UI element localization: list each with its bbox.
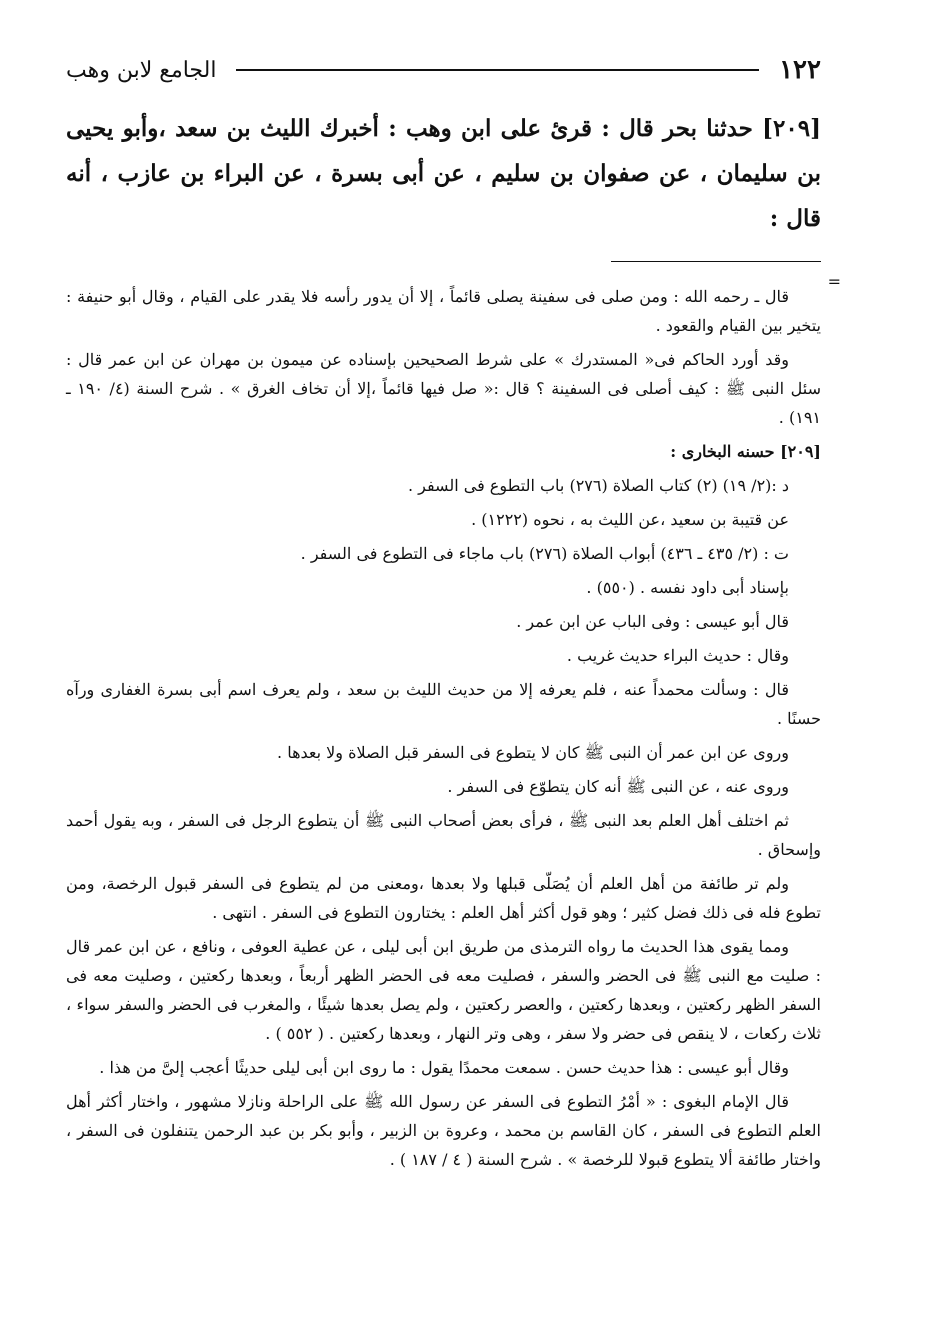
footnote-paragraph: وقال أبو عيسى : هذا حديث حسن . سمعت محمدًا يقول : ما روى ابن أبى ليلى حديثًا أعجب إلىَّ من هذا . (99, 1058, 789, 1077)
footnote-paragraph: وروى عنه ، عن النبى ﷺ أنه كان يتطوّع فى السفر . (447, 777, 789, 796)
running-title: الجامع لابن وهب (66, 57, 217, 83)
footnote-separator (611, 261, 821, 262)
book-page (66, 52, 841, 1179)
footnote-heading: [٢٠٩] حسنه البخارى : (670, 442, 821, 461)
footnote-paragraph: قال ـ رحمه الله : ومن صلى فى سفينة يصلى قائماً ، إلا أن يدور رأسه فلا يقدر على القيام ، وقال أبو حنيفة : يتخير بين القيام والقعود . (66, 287, 821, 335)
header-rule (236, 69, 759, 71)
footnote-paragraph: قال أبو عيسى : وفى الباب عن ابن عمر . (516, 612, 789, 631)
footnote-paragraph: قال الإمام البغوى : « أمْرُ التطوع فى السفر عن رسول الله ﷺ على الراحلة ونازلا مشهور ، واختار أكثر أهل العلم التطوع فى السفر ، كان القاسم بن محمد ، وعروة بن الزبير ، وأبو بكر بن عبد الرحمن يتنفلون فى السفر ، واختار طائفة ألا يتطوع قبولا للرخصة » . شرح السنة ( ٤ / ١٨٧ ) . (66, 1092, 821, 1169)
footnote-paragraph: وروى عن ابن عمر أن النبى ﷺ كان لا يتطوع فى السفر قبل الصلاة ولا بعدها . (277, 743, 789, 762)
hadith-text: حدثنا بحر قال : قرئ على ابن وهب : أخبرك الليث بن سعد ،وأبو يحيى بن سليمان ، عن صفوان بن سليم ، عن أبى بسرة ، عن البراء بن عازب ، أنه قال : (66, 115, 821, 232)
footnote-paragraph: وقال : حديث البراء حديث غريب . (566, 646, 789, 665)
hadith-number: [٢٠٩] (762, 115, 821, 142)
page-number: ١٢٢ (779, 55, 821, 85)
footnotes (66, 282, 821, 1174)
footnote-paragraph: ثم اختلف أهل العلم بعد النبى ﷺ ، فرأى بعض أصحاب النبى ﷺ أن يتطوع الرجل فى السفر ، وبه يقول أحمد وإسحاق . (66, 811, 821, 859)
footnote-paragraph: ت : (٢/ ٤٣٥ ـ ٤٣٦) أبواب الصلاة (٢٧٦) باب ماجاء فى التطوع فى السفر . (300, 544, 789, 563)
footnote-paragraph: قال : وسألت محمداً عنه ، فلم يعرفه إلا من حديث الليث بن سعد ، ولم يعرف اسم أبى بسرة الغفارى ورآه حسنًا . (66, 680, 821, 728)
footnote-paragraph: بإسناد أبى داود نفسه . (٥٥٠) . (586, 578, 789, 597)
footnote-paragraph: ولم تر طائفة من أهل العلم أن يُصَلّى قبلها ولا بعدها ،ومعنى من لم يتطوع فى السفر قبول الرخصة، ومن تطوع فله فى ذلك فضل كثير ؛ وهو قول أكثر أهل العلم : يختارون التطوع فى السفر . انتهى . (66, 874, 821, 922)
footnote-paragraph: عن قتيبة بن سعيد ،عن الليث به ، نحوه (١٢٢٢) . (471, 510, 789, 529)
footnote-paragraph: ومما يقوى هذا الحديث ما رواه الترمذى من طريق ابن أبى ليلى ، عن عطية العوفى ، ونافع ، عن ابن عمر قال : صليت مع النبى ﷺ فى الحضر والسفر ، فصليت معه فى الحضر الظهر أربعاً ، وبعدها ركعتين ، وصليت معه فى السفر الظهر ركعتين ، وبعدها ركعتين ، والعصر ركعتين ، ولم يصل بعدها شيئًا ، والمغرب فى الحضر والسفر سواء ، ثلاث ركعات ، لا ينقص فى حضر ولا سفر ، وهى وتر النهار ، وبعدها ركعتين . ( ٥٥٢ ) . (66, 937, 821, 1043)
page-header (66, 52, 821, 88)
hadith-text-block (66, 106, 821, 241)
footnote-paragraph: وقد أورد الحاكم فى« المستدرك » على شرط الصحيحين بإسناده عن ميمون بن مهران عن ابن عمر قال : سئل النبى ﷺ : كيف أصلى فى السفينة ؟ قال :« صل فيها قائماً ،إلا أن تخاف الغرق » . شرح السنة (٤/ ١٩٠ ـ ١٩١) . (66, 350, 821, 427)
continuation-mark: = (827, 272, 841, 291)
footnote-paragraph: د :(٢/ ١٩) (٢) كتاب الصلاة (٢٧٦) باب التطوع فى السفر . (407, 476, 789, 495)
